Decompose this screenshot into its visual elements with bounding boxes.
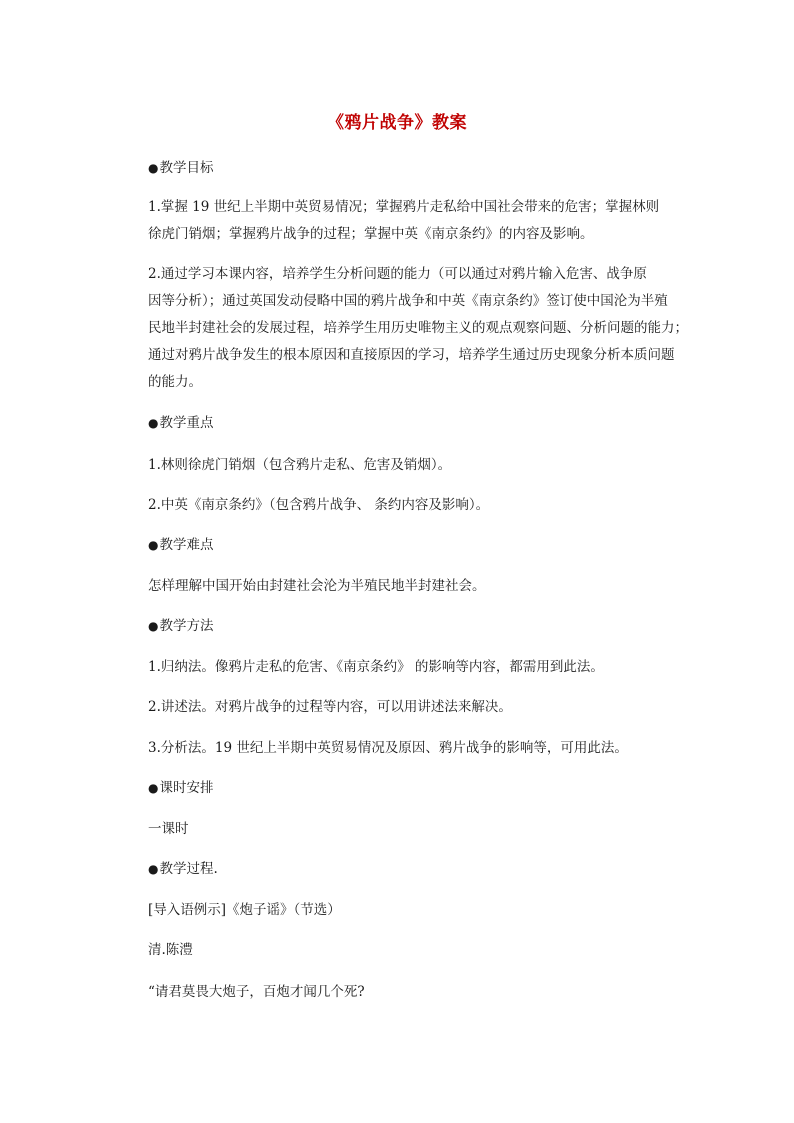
goals-paragraph-2-line-5: 的能力。 [148, 374, 202, 390]
document-title: 《鸦片战争》教案 [327, 113, 467, 133]
method-2: 2.讲述法。对鸦片战争的过程等内容，可以用讲述法来解决。 [148, 699, 512, 715]
goals-paragraph-2-line-4: 通过对鸦片战争发生的根本原因和直接原因的学习，培养学生通过历史现象分析本质问题 [148, 347, 675, 363]
section-heading-key-points: ● 教学重点 [148, 414, 213, 432]
goals-paragraph-2-line-3: 民地半封建社会的发展过程，培养学生用历史唯物主义的观点观察问题、分析问题的能力； [148, 320, 688, 336]
goals-paragraph-2-line-2: 因等分析）；通过英国发动侵略中国的鸦片战争和中英《南京条约》签订使中国沦为半殖 [148, 293, 668, 309]
intro-example: [导入语例示]《炮子谣》（节选） [148, 902, 341, 918]
key-point-2: 2.中英《南京条约》（包含鸦片战争、 条约内容及影响）。 [148, 497, 490, 513]
key-point-1: 1.林则徐虎门销烟（包含鸦片走私、危害及销烟）。 [148, 457, 452, 473]
goals-paragraph-1-line-2: 徐虎门销烟；掌握鸦片战争的过程；掌握中英《南京条约》的内容及影响。 [148, 226, 594, 242]
poem-author: 清.陈澧 [148, 942, 193, 958]
section-heading-goals: ● 教学目标 [148, 159, 213, 177]
difficulty-1: 怎样理解中国开始由封建社会沦为半殖民地半封建社会。 [148, 578, 486, 594]
method-1: 1.归纳法。像鸦片走私的危害、《南京条约》 的影响等内容，都需用到此法。 [148, 659, 604, 675]
section-heading-process: ● 教学过程. [148, 860, 218, 878]
poem-quote: “请君莫畏大炮子，百炮才闻几个死? [148, 984, 365, 1000]
schedule-1: 一课时 [148, 821, 189, 837]
section-heading-methods: ● 教学方法 [148, 617, 213, 635]
goals-paragraph-2-line-1: 2.通过学习本课内容，培养学生分析问题的能力（可以通过对鸦片输入危害、战争原 [148, 266, 647, 282]
section-heading-schedule: ● 课时安排 [148, 779, 213, 797]
method-3: 3.分析法。19 世纪上半期中英贸易情况及原因、鸦片战争的影响等，可用此法。 [148, 740, 628, 756]
goals-paragraph-1-line-1: 1.掌握 19 世纪上半期中英贸易情况；掌握鸦片走私给中国社会带来的危害；掌握林则 [148, 199, 660, 215]
section-heading-difficulties: ● 教学难点 [148, 536, 213, 554]
